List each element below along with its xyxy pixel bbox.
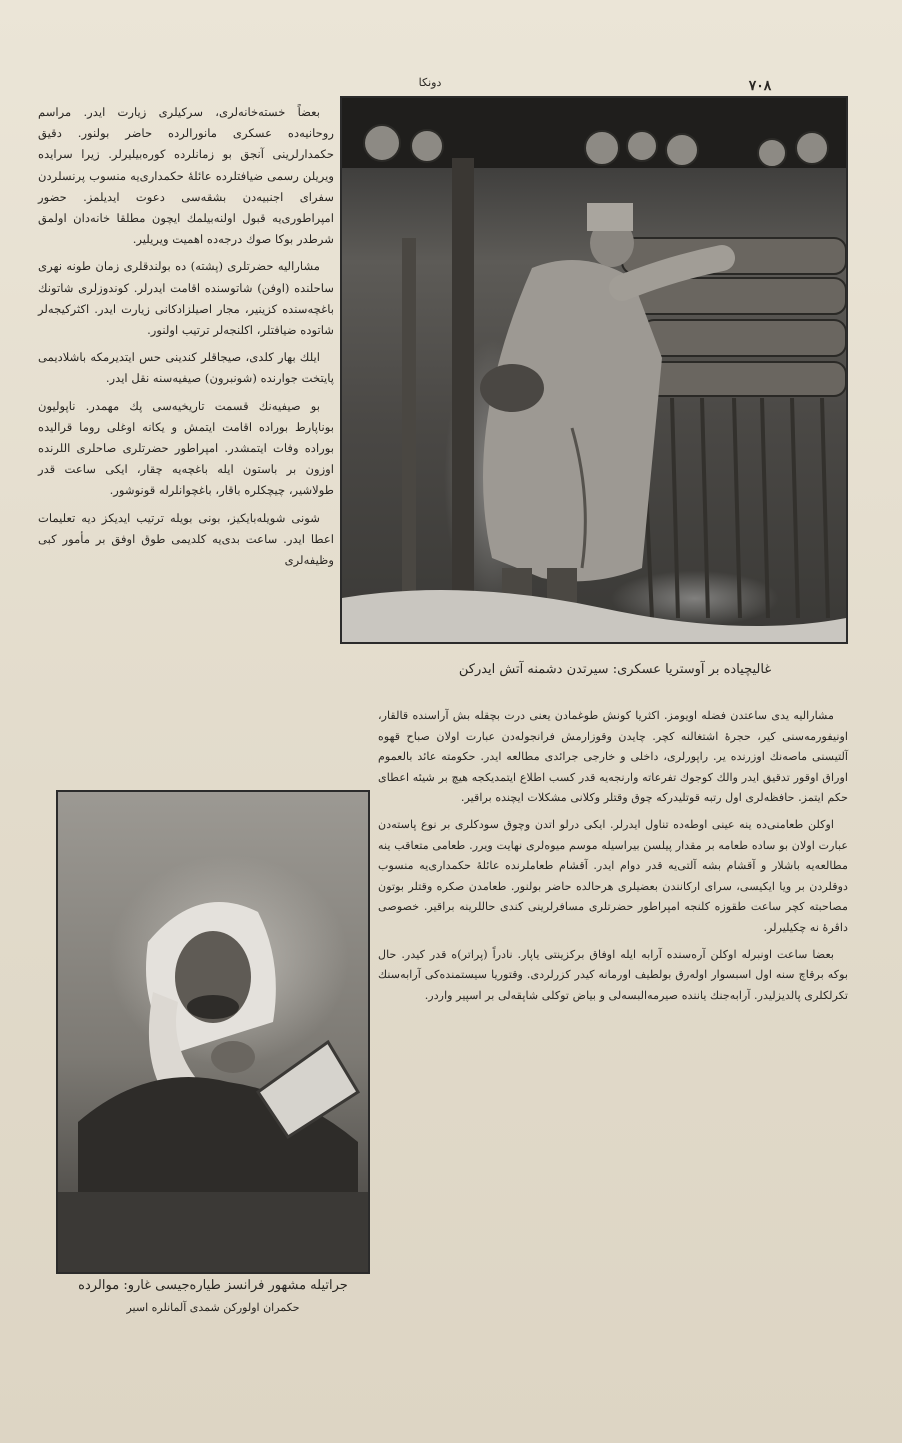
paragraph: اوکلن طعامنی‌ده ینه عینی اوطه‌ده تناول ایدرلر. ایکی درلو اتدن وچوق سودکلری بر نوع پاسته‌دن عبارت اولان بو ساده طعامه بر مقدار پیلسن بیراسیله موسم میوه‌لری نهایت ویرر. طعامی متعاقب ینه مطالعه‌یه باشلار و آقشام بشه آلتی‌یه قدر دوام ایدر. آقشام طعاملرنده عائلهٔ حکمداری‌یه منسوب دوقلردن بر ویا ایکیسی، سرای ارکانندن بعضیلری هرحالده حاضر بولنور. طعامدن صکره وقتلر بوتون مصاحبته کچر ساعت طقوزه کلنجه امپراطور حضرتلری مسافرلرینی کندی حاللرینه براقیر. خصوصی داڤرهٔ نه چکیلیرلر. [378, 817, 848, 934]
top-photo-caption: غالیچیاده بر آوستریا عسکری: سیرتدن دشمنه آتش ایدرکن [458, 662, 772, 677]
paragraph: بعضاً خسته‌خانه‌لری، سرکیلری زیارت ایدر. مراسم روحانیه‌ده عسکری مانورالرده حاضر بولنور. دقیق حکمدارلرینی آنجق بو زمانلرده کوره‌بیلیرلر. زیرا سرایده ویریلن رسمی ضیافتلرده عائلهٔ حکمداری‌یه منسوب پرنسلردن سفرای اجنبیه‌دن بشقه‌سی دعوت ایدیلمز. حضور امپراطوری‌یه قبول اولنه‌بیلمك ایچون مطلقا خانه‌دان اولمق شرطدر بوکا صوك درجه‌ده اهمیت ویریلیر. [38, 105, 334, 247]
right-column-text [378, 706, 848, 1306]
soldier-trench-illustration [342, 98, 846, 642]
caption-line: حکمران اولورکن شمدی آلمانلره اسیر [126, 1301, 300, 1314]
bottom-photo-caption [56, 1275, 370, 1319]
paragraph: شونی شویله‌بایکیز، بونی بویله ترتیب ایدیکز دیه تعلیمات اعطا ایدر. ساعت بدی‌یه کلدیمی طوق اوفق بر مأمور کبی وظیفه‌لری [38, 510, 334, 568]
soldier-trench-photo [340, 96, 848, 644]
page-number: ٧٠٨ [748, 78, 772, 94]
caption-line: جراتیله مشهور فرانسز طیاره‌جیسی غارو: موالرده [78, 1278, 348, 1293]
running-header: دونکا [418, 76, 442, 89]
paragraph: ایلك بهار کلدی، صیجاقلر کندینی حس ایتدیرمکه باشلادیمی پایتخت جوارنده (شونبرون) صیفیه‌سنه نقل ایدر. [38, 350, 334, 386]
aviator-portrait-photo [56, 790, 370, 1274]
paragraph: مشارالیه حضرتلری (پشته) ده بولندقلری زمان طونه نهری ساحلنده (اوفن) شاتوسنده اقامت ایدرلر. کوندوزلری شاتونك باغچه‌سنده کزینیر، مجار اصیلزادکانی زیارت ایدر. اکثرکیجه‌لر شاتوده ضیافتلر، اکلنجه‌لر ترتیب اولنور. [38, 259, 334, 338]
aviator-portrait-illustration [58, 792, 368, 1272]
paragraph: مشارالیه یدی ساعتدن فضله اویومز. اکثریا کونش طوغمادن یعنی درت بچقله بش آراسنده قالقار، اونیفورمه‌سنی کیر، حجرهٔ اشتغالنه کچر. چایدن وقوزارمش فرانجوله‌دن عبارت اولان صباح قهوه آلتیسنی ماصه‌نك اوزرنده یر. راپورلری، داخلی و خارجی جرائدی مطالعه ایدر. حکومته عائد بالعموم اوراق اوقور تدقیق ایدر والك کوجوك تفرعاته وارنجه‌یه قدر کسب اطلاع ایتمدیکجه هیچ بر شیئه اعطای حکم ایتمز. حافظه‌لری اول رتبه قوتلیدرکه چوق وقتلر وکلانی مشکلات ایچنده براقیر. [378, 709, 848, 805]
paragraph: بعضا ساعت اونبرله اوکلن آرەسنده آرابه ایله اوفاق برکزینتی یاپار. نادراً (پراتر)ه قدر کیدر. حال بوکه برقاچ سنه اول اسبسوار اولەرق بولطیف اورمانه کیدر کزرلردی. وقتوریا سیستمنده‌کی آرابه‌سنك تکرلکلری پالدیزلیدر. آرابه‌جنك یانندە صیرمەالبسەلی و بیاض توکلی شاپقەلی بر اسپیر واردر. [378, 947, 848, 1002]
paragraph: بو صیفیه‌نك قسمت تاریخیه‌سی پك مهمدر. ناپولیون بوناپارط بوراده اقامت ایتمش و یکانه اوغلی روما قرالیده بوراده وفات ایتمشدر. امپراطور حضرتلری صاحلری اللرنده اوزون بر باستون ایله باغچه‌یه چقار، ایکی ساعت قدر طولاشیر، چیچکلره باقار، باغچوانلرله قونوشور. [38, 398, 334, 498]
left-column-text [38, 102, 334, 742]
